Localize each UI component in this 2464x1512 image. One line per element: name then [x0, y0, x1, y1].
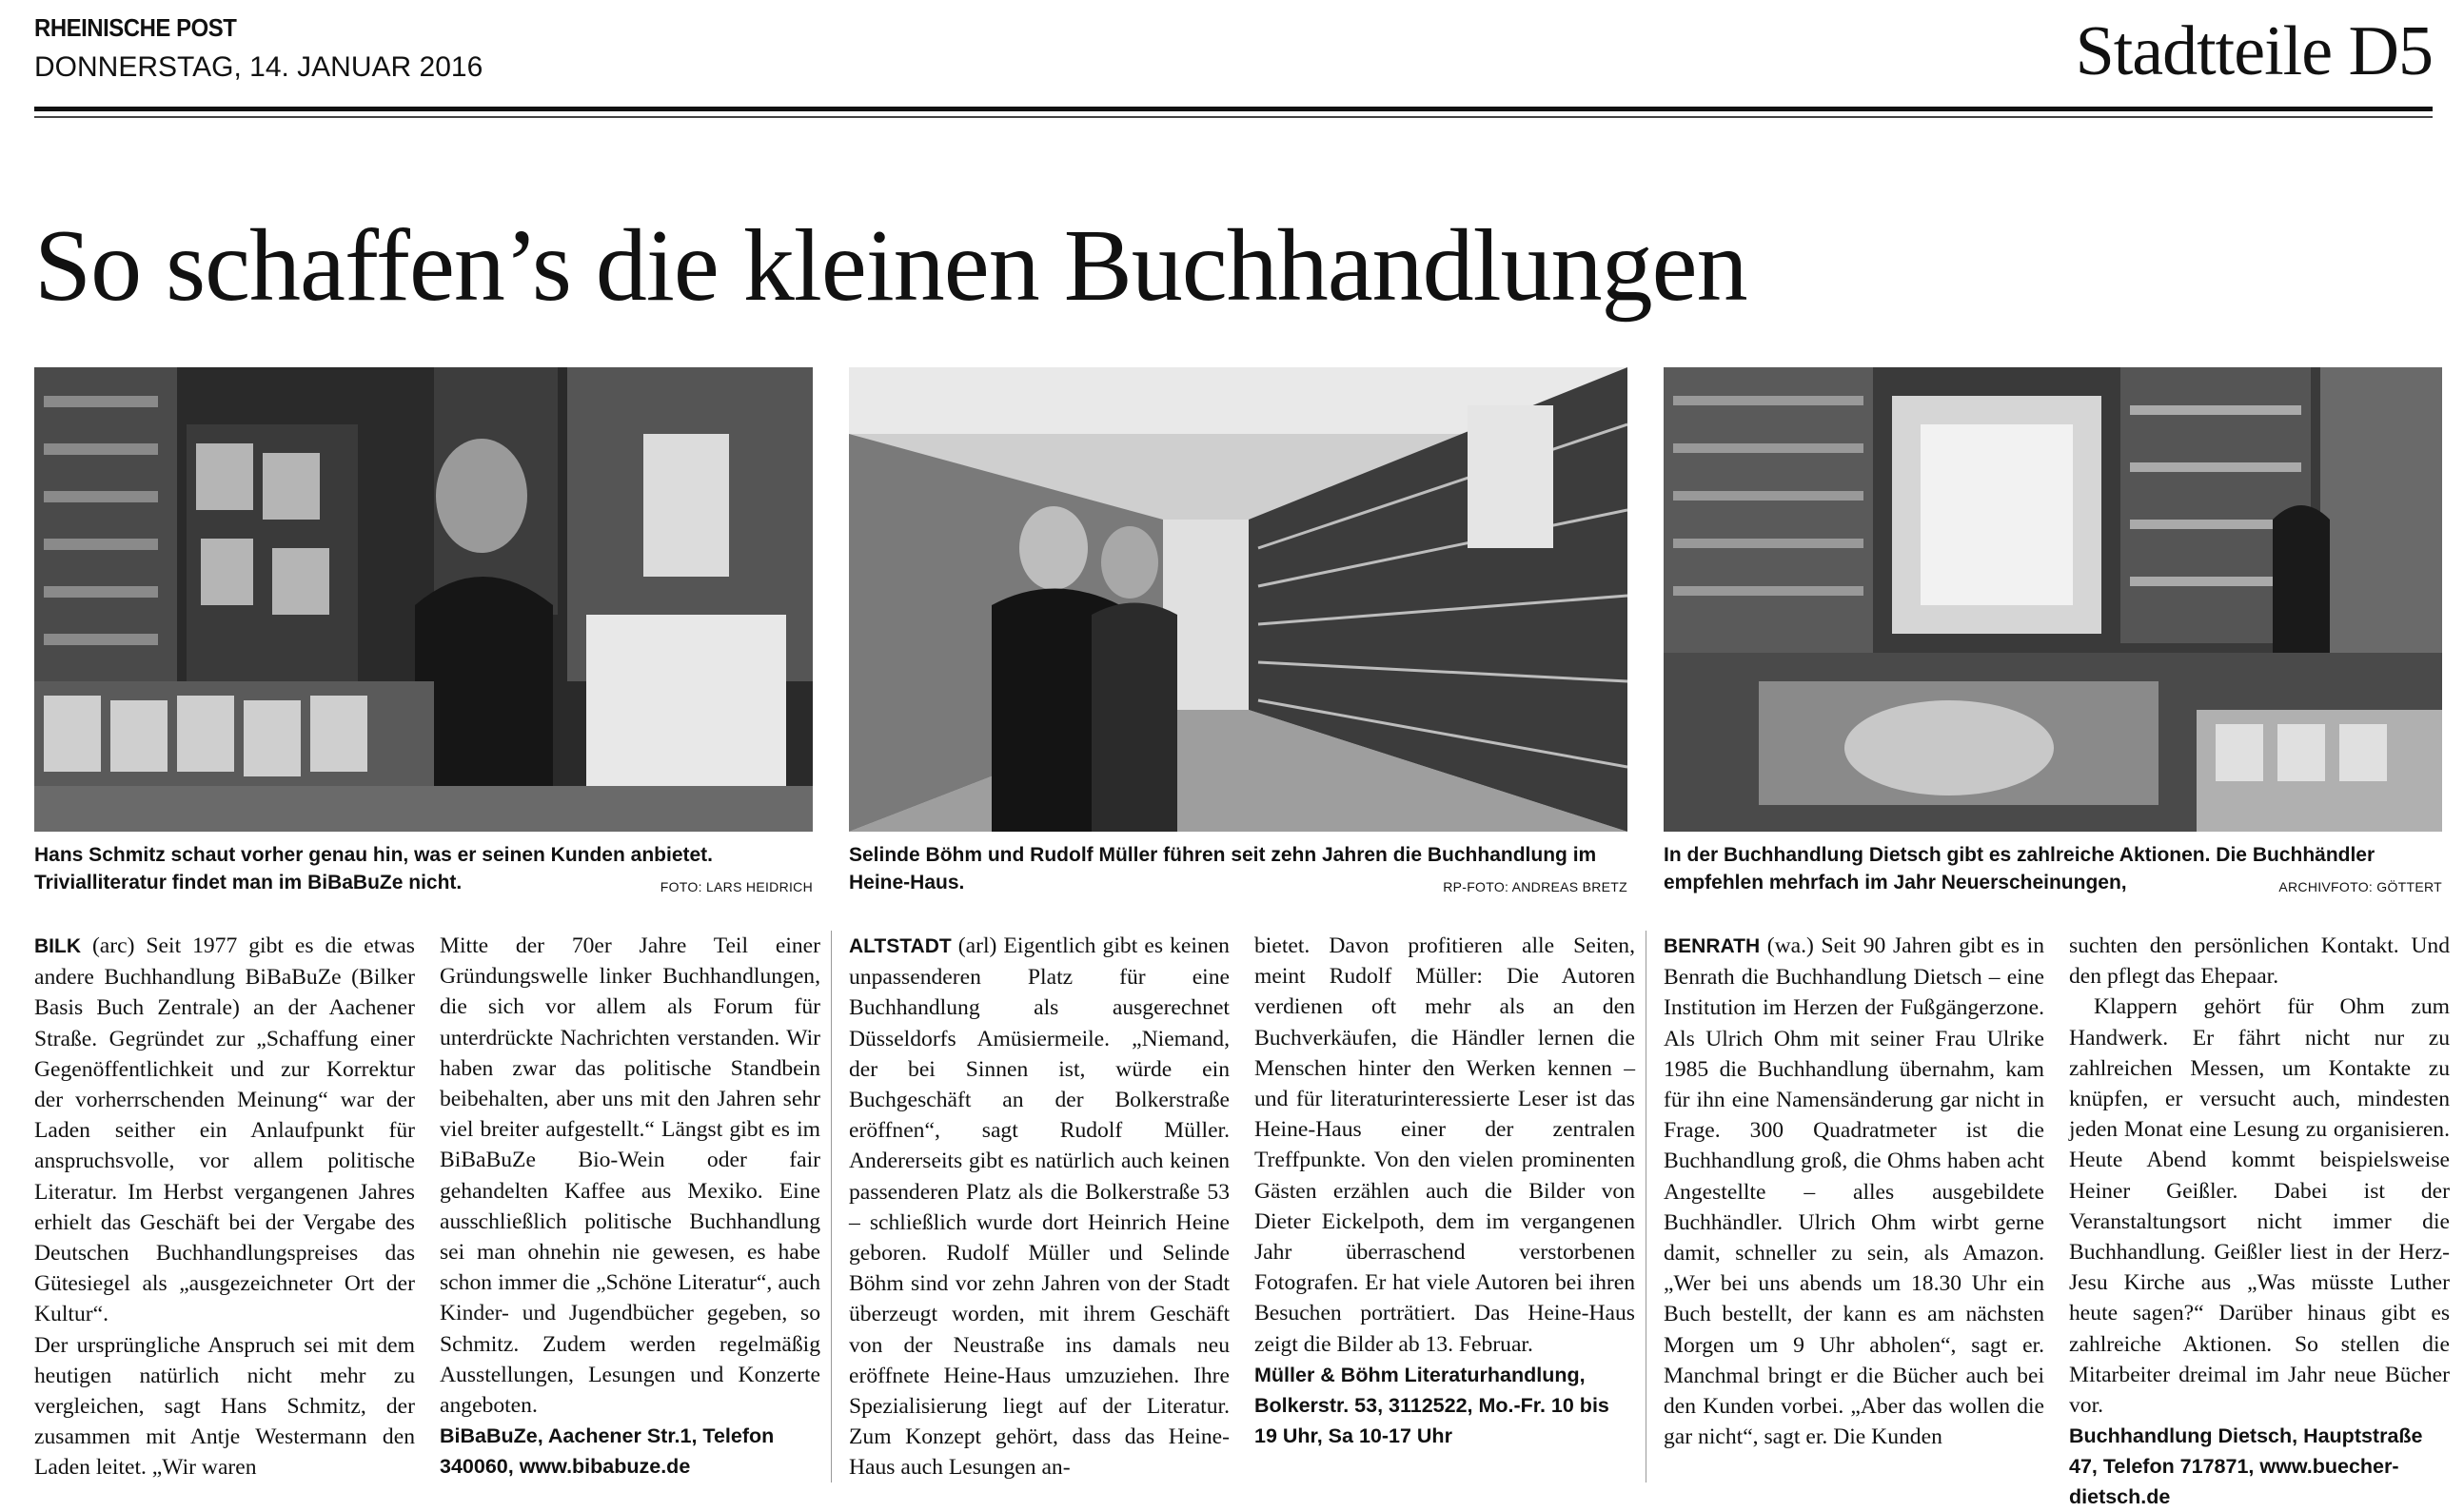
photo-heine-haus: [849, 367, 1627, 832]
shop-info: BiBaBuZe, Aachener Str.1, Telefon 340060, www.bibabuze.de: [440, 1424, 775, 1479]
article-body-text: bietet. Davon profitieren alle Seiten, meint Rudolf Müller: Die Autoren verdienen oft mehr als an den Buchverkäufen, die Händler lernen die Menschen hinter den Werken kennen – und für literaturinteressierte Leser ist das Heine-Haus einer der zentralen Treffpunkte. Von den vielen prominenten Gästen erzählen auch die Bilder von Dieter Eickelpoth, dem im vergangenen Jahr überraschend verstorbenen Fotografen. Er hat viele Autoren bei ihren Besuchen porträtiert. Das Heine-Haus zeigt die Bilder ab 13. Februar.: [1254, 933, 1635, 1357]
column-divider: [831, 931, 832, 1483]
article-benrath-column-1: [1664, 931, 2044, 1452]
article-bilk-column-1: [34, 931, 415, 1483]
photo-dietsch: [1664, 367, 2442, 832]
shop-info: Buchhandlung Dietsch, Hauptstraße 47, Telefon 717871, www.buecher-dietsch.de: [2069, 1424, 2423, 1509]
article-body-text: Klappern gehört für Ohm zum Handwerk. Er fährt nicht nur zu zahlreichen Messen, um Kontakte zu knüpfen, er versucht auch, mindesten jeden Monat eine Lesung zu organisieren. Heute Abend kommt beispielsweise Heiner Geißler. Dabei ist der Veranstaltungsort nicht immer die Buchhandlung. Geißler liest in der Herz-Jesu Kirche aus „Was müsste Luther heute sagen?“ Darüber hinaus gibt es zahlreiche Aktionen. So stellen die Mitarbeiter dreimal im Jahr neue Bücher vor.: [2069, 994, 2450, 1419]
article-bilk-column-2: [440, 931, 820, 1482]
photo-credit: RP-FOTO: ANDREAS BRETZ: [1443, 879, 1627, 894]
article-body-text: Der ursprüngliche Anspruch sei mit dem heutigen natürlich nicht mehr zu vergleichen, sagt Hans Schmitz, der zusammen mit Antje Westermann den Laden leitet. „Wir waren: [34, 1332, 415, 1481]
article-body-text: Seit 1977 gibt es die etwas andere Buchhandlung BiBaBuZe (Bilker Basis Buch Zentrale) an der Aachener Straße. Gegründet zur „Schaffung einer Gegenöffentlichkeit und zur Korrektur der vorherrschenden Meinung“ war der Laden seither ein Anlaufpunkt für anspruchsvolle, vor allem politische Literatur. Im Herbst vergangenen Jahres erhielt das Geschäft bei der Vergabe des Deutschen Buchhandlungspreises das Gütesiegel als „ausgezeichneter Ort der Kultur“.: [34, 933, 415, 1327]
article-dateline: ALTSTADT: [849, 935, 952, 957]
photo-credit: ARCHIVFOTO: GÖTTERT: [2278, 879, 2442, 894]
photo-dietsch-image: [1664, 367, 2442, 832]
photo-caption-text: Hans Schmitz schaut vorher genau hin, was er seinen Kunden anbietet. Trivialliteratur findet man im BiBaBuZe nicht.: [34, 844, 713, 893]
newspaper-name: RHEINISCHE POST: [34, 13, 237, 42]
photo-bibabuze-image: [34, 367, 813, 832]
article-author: (arc): [91, 933, 135, 958]
masthead-rule: [34, 107, 2433, 111]
article-author: (arl): [957, 933, 997, 958]
article-altstadt-column-1: [849, 931, 1230, 1483]
shop-info: Müller & Böhm Literaturhandlung, Bolkerstr. 53, 3112522, Mo.-Fr. 10 bis 19 Uhr, Sa 10-17 Uhr: [1254, 1363, 1609, 1447]
masthead-rule-thin: [34, 116, 2433, 118]
photo-credit: FOTO: LARS HEIDRICH: [660, 879, 813, 894]
article-body-text: Mitte der 70er Jahre Teil einer Gründungswelle linker Buchhandlungen, die sich vor allem als Forum für unterdrückte Nachrichten verstanden. Wir haben zwar das politische Standbein beibehalten, aber uns mit den Jahren sehr viel breiter aufgestellt.“ Längst gibt es im BiBaBuZe Bio-Wein oder fair gehandelten Kaffee aus Mexiko. Eine ausschließlich politische Buchhandlung sei man ohnehin nie gewesen, es habe schon immer die „Schöne Literatur“, auch Kinder- und Jugendbücher gegeben, so Schmitz. Zudem werden regelmäßig Ausstellungen, Lesungen und Konzerte angeboten.: [440, 933, 820, 1419]
photo-caption: [1664, 841, 2442, 896]
article-body-text: suchten den persönlichen Kontakt. Und den pflegt das Ehepaar.: [2069, 933, 2450, 990]
article-body-text: Eigentlich gibt es keinen unpassenderen Platz für eine Buchhandlung als ausgerechnet Düsseldorfs Amüsiermeile. „Niemand, der bei Sinnen ist, würde ein Buchgeschäft an der Bolkerstraße eröffnen“, sagt Rudolf Müller. Andererseits gibt es natürlich auch keinen passenderen Platz als die Bolkerstraße 53 – schließlich wurde dort Heinrich Heine geboren. Rudolf Müller und Selinde Böhm sind vor zehn Jahren von der Stadt überzeugt worden, mit ihrem Geschäft von der Neustraße ins damals neu eröffnete Heine-Haus umzuziehen. Ihre Spezialisierung liegt auf der Literatur. Zum Konzept gehört, dass das Heine-Haus auch Lesungen an-: [849, 933, 1230, 1481]
photo-heine-haus-image: [849, 367, 1627, 832]
article-body-text: Seit 90 Jahren gibt es in Benrath die Buchhandlung Dietsch – eine Institution im Herzen der Fußgängerzone. Als Ulrich Ohm mit seiner Frau Ulrike 1985 die Buchhandlung übernahm, kam für ihn eine Namensänderung gar nicht in Frage. 300 Quadratmeter ist die Buchhandlung groß, die Ohms haben acht Angestellte – alles ausgebildete Buchhändler. Ulrich Ohm wirbt gerne damit, schneller zu sein, als Amazon. „Wer bei uns abends um 18.30 Uhr ein Buch bestellt, der kann es am nächsten Morgen um 9 Uhr abholen“, sagt er. Manchmal bringt er die Bücher auch bei den Kunden vorbei. „Aber das wollen die gar nicht“, sagt er. Die Kunden: [1664, 933, 2045, 1450]
article-benrath-column-2: [2069, 931, 2450, 1512]
issue-date: DONNERSTAG, 14. JANUAR 2016: [34, 51, 483, 83]
masthead: [34, 8, 2433, 114]
photo-caption-text: Selinde Böhm und Rudolf Müller führen seit zehn Jahren die Buchhandlung im Heine-Haus.: [849, 844, 1597, 893]
photo-bibabuze: [34, 367, 813, 832]
article-dateline: BILK: [34, 935, 81, 957]
article-dateline: BENRATH: [1664, 935, 1761, 957]
photo-caption-text: In der Buchhandlung Dietsch gibt es zahlreiche Aktionen. Die Buchhändler empfehlen mehrfach im Jahr Neuerscheinungen,: [1664, 844, 2375, 893]
article-author: (wa.): [1766, 933, 1814, 958]
article-altstadt-column-2: [1254, 931, 1635, 1451]
section-title: Stadtteile D5: [2075, 12, 2433, 90]
headline: So schaffen’s die kleinen Buchhandlungen: [34, 209, 1747, 323]
photo-caption: [34, 841, 813, 896]
photo-caption: [849, 841, 1627, 896]
